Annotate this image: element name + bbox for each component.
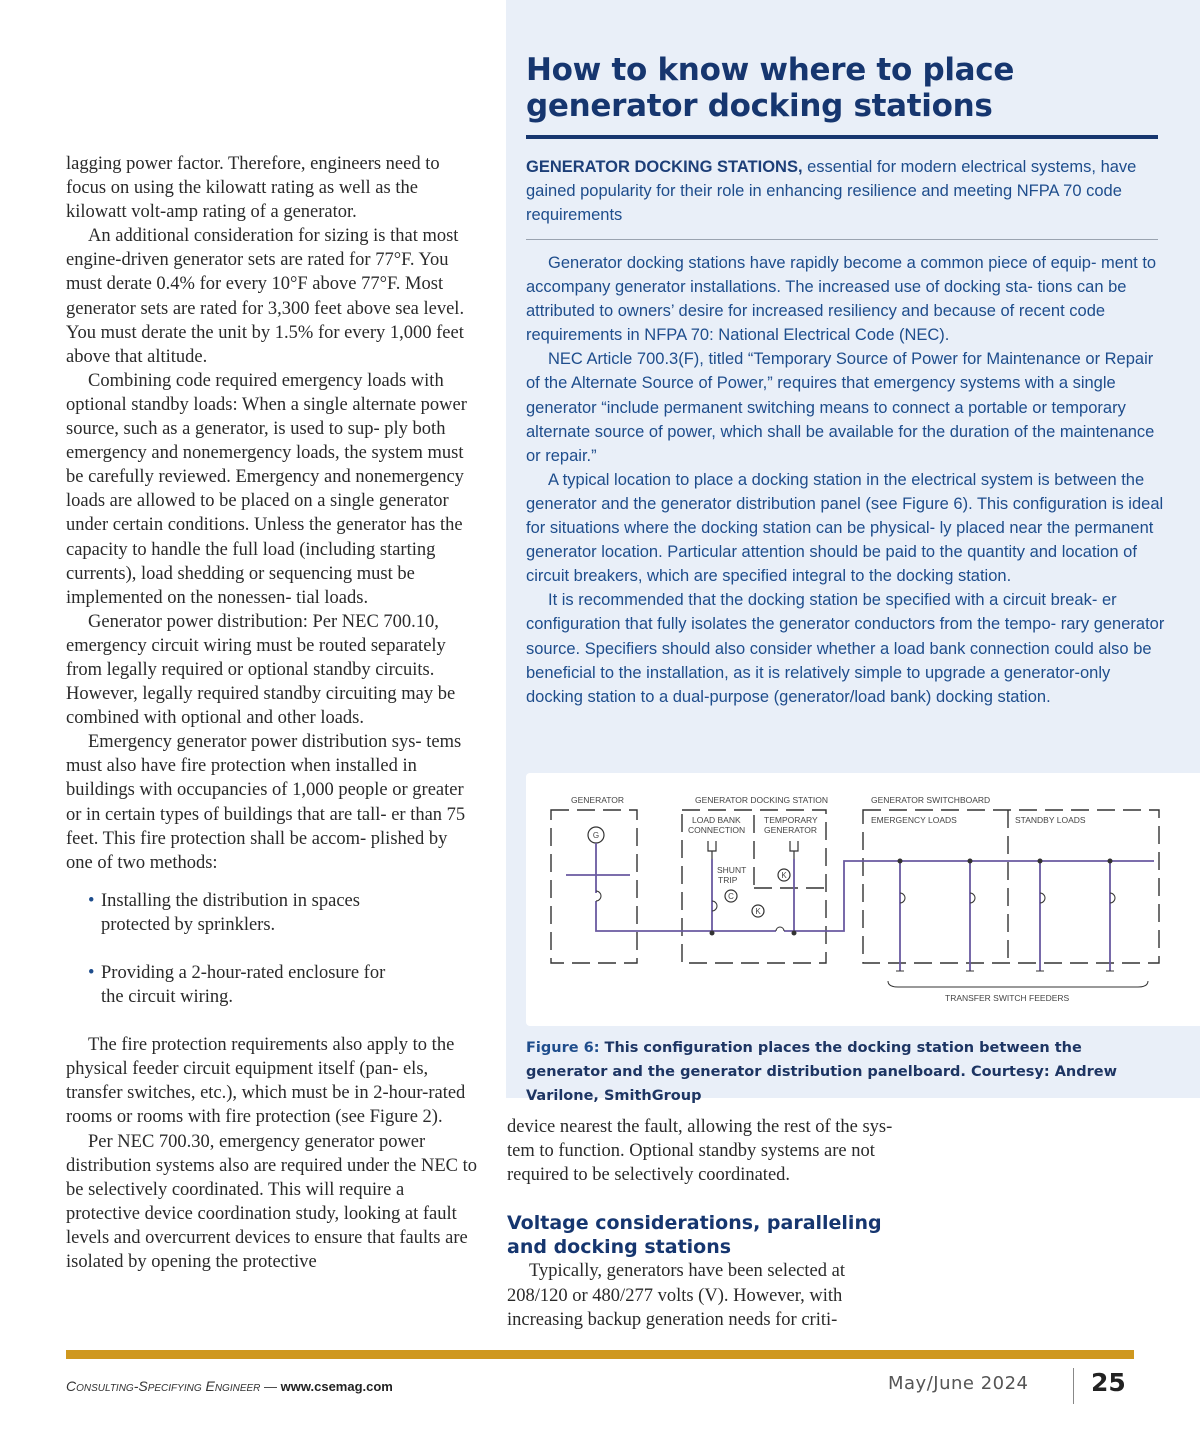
shunt-c-symbol: C [728, 892, 734, 901]
paragraph: It is recommended that the docking station be specified with a circuit break- er configuration that fully isolates the generator conductors from the tempo- rary generator source. Specifiers should also consider whether a load bank connection could also be beneficial to the installation, as it is relatively simple to upgrade a generator-only docking station to a dual-purpose (generator/load bank) docking station. [526, 591, 1165, 706]
paragraph: Generator power distribution: Per NEC 700.10, emergency circuit wiring must be routed separately from legally required or optional standby circuits. However, legally required standby circuiting may be combined with optional and other loads. [66, 611, 456, 729]
paragraph: device nearest the fault, allowing the rest of the sys- tem to function. Optional standby systems are not required to be selectively coordinated. [507, 1117, 893, 1186]
caption-text: This configuration places the docking station between the generator and the generator distribution panelboard. Courtesy: Andrew Varilone, SmithGroup [526, 1040, 1118, 1104]
footer-separator [1073, 1368, 1074, 1404]
page-number: 25 [1091, 1368, 1126, 1397]
paragraph: Combining code required emergency loads with optional standby loads: When a single alternate power source, such as a generator, is used to sup- ply both emergency and nonemergency loads, the system must be carefully reviewed. Emergency and nonemergency loads are allowed to be placed on a single generator under certain conditions. Unless the generator has the capacity to handle the full load (including starting currents), load shedding or sequencing must be implemented on the nonessen- tial loads. [66, 370, 467, 608]
list-item: • Providing a 2-hour-rated enclosure for the circuit wiring. [88, 961, 401, 1009]
sidebar-intro [526, 155, 1156, 227]
bus-nodes [710, 859, 1113, 936]
sidebar-box [506, 0, 1200, 1104]
label-temporary-generator: GENERATOR [764, 825, 818, 835]
paragraph: Per NEC 700.30, emergency generator power distribution systems also are required under the NEC to be selectively coordinated. This will require a protective device coordination study, looking at fault levels and overcurrent devices to ensure that faults are isolated by opening the protective [66, 1131, 478, 1273]
label-load-bank: LOAD BANK [692, 815, 741, 825]
label-temporary: TEMPORARY [764, 815, 818, 825]
label-shunt: SHUNT [717, 865, 747, 875]
switchboard-enclosure [863, 810, 1159, 963]
label-switchboard: GENERATOR SWITCHBOARD [871, 795, 991, 805]
paragraph: Typically, generators have been selected at 208/120 or 480/277 volts (V). However, with increasing backup generation needs for criti- [507, 1261, 845, 1330]
interlock-k-symbol: K [755, 907, 761, 916]
enclosures [551, 810, 1159, 963]
label-transfer-switch-feeders: TRANSFER SWITCH FEEDERS [945, 993, 1070, 1003]
label-load-bank-connection: CONNECTION [688, 825, 746, 835]
issue-date: May/June 2024 [888, 1373, 1029, 1394]
label-standby-loads: STANDBY LOADS [1015, 815, 1086, 825]
bullet-list [66, 889, 478, 1009]
wiring [566, 843, 1154, 971]
label-generator: GENERATOR [571, 795, 625, 805]
load-bank-connector [708, 841, 716, 859]
footer-publication [66, 1378, 393, 1394]
generator-g-symbol: G [592, 831, 600, 840]
left-column [66, 152, 478, 1274]
main-feeder [596, 843, 1154, 931]
right-column [507, 1115, 907, 1332]
feeder-bracket [888, 981, 1148, 987]
label-trip: TRIP [718, 875, 738, 885]
paragraph: The fire protection requirements also apply to the physical feeder circuit equipment itself (pan- els, transfer switches, etc.), which must be in 2-hour-rated rooms or rooms with fire protection (see Figure 2). [66, 1035, 466, 1128]
symbols [588, 827, 798, 917]
intro-lead: GENERATOR DOCKING STATIONS, [526, 158, 803, 176]
title-divider [526, 135, 1158, 139]
footer-rule [66, 1350, 1134, 1359]
list-item: • Installing the distribution in spaces protected by sprinklers. [88, 889, 401, 937]
intro-text: essential for modern electrical systems, have gained popularity for their role in enhancing resilience and meeting NFPA 70 code requirements [526, 158, 1137, 225]
figure-6-diagram [526, 773, 1200, 1026]
one-line-diagram [526, 773, 1200, 1026]
footer-dash: — [260, 1379, 281, 1394]
intro-divider [526, 239, 1158, 240]
sidebar-body [526, 251, 1166, 709]
paragraph: Emergency generator power distribution sys- tems must also have fire protection when installed in buildings with occupancies of 1,000 people or greater or in certain types of buildings that are tall- er than 75 feet. This fire protection shall be accom- plished by one of two methods: [66, 732, 466, 873]
paragraph: Generator docking stations have rapidly become a common piece of equip- ment to accompany generator installations. The increased use of docking sta- tions can be attributed to owners’ desire for increased resiliency and because of recent code requirements in NFPA 70: National Electrical Code (NEC). [526, 254, 1157, 345]
label-emergency-loads: EMERGENCY LOADS [871, 815, 957, 825]
paragraph: A typical location to place a docking station in the electrical system is between the generator and the generator distribution panel (see Figure 6). This configuration is ideal for situations where the docking station can be physical- ly placed near the permanent generator location. Particular attention should be paid to the quantity and location of circuit breakers, which are specified integral to the docking station. [526, 470, 1164, 586]
figure-label: Figure 6: [526, 1040, 600, 1056]
paragraph: An additional consideration for sizing is that most engine-driven generator sets are rated for 77°F. You must derate 0.4% for every 10°F above 77°F. Most generator sets are rated for 3,300 feet above sea level. You must derate the unit by 1.5% for every 1,000 feet above that altitude. [66, 226, 465, 367]
breakers [596, 891, 1148, 987]
paragraph: lagging power factor. Therefore, engineers need to focus on using the kilowatt rating as well as the kilowatt volt-amp rating of a generator. [66, 154, 440, 223]
temporary-generator-connector [790, 841, 798, 859]
paragraph: NEC Article 700.3(F), titled “Temporary Source of Power for Maintenance or Repair of the Alternate Source of Power,” requires that emergency systems with a single generator “include permanent switching means to connect a portable or temporary alternate source of power, which shall be available for the duration of the maintenance or repair.” [526, 350, 1155, 465]
load-feeders [900, 861, 1110, 971]
sidebar-title: How to know where to place generator docking stations [526, 52, 1015, 124]
label-docking-station: GENERATOR DOCKING STATION [695, 795, 829, 805]
publication-name: Consulting-Specifying Engineer [66, 1378, 261, 1394]
figure-caption [526, 1036, 1166, 1108]
publication-url: www.csemag.com [280, 1379, 393, 1394]
section-heading: Voltage considerations, paralleling and docking stations [507, 1212, 882, 1259]
interlock-k-symbol: K [781, 871, 787, 880]
